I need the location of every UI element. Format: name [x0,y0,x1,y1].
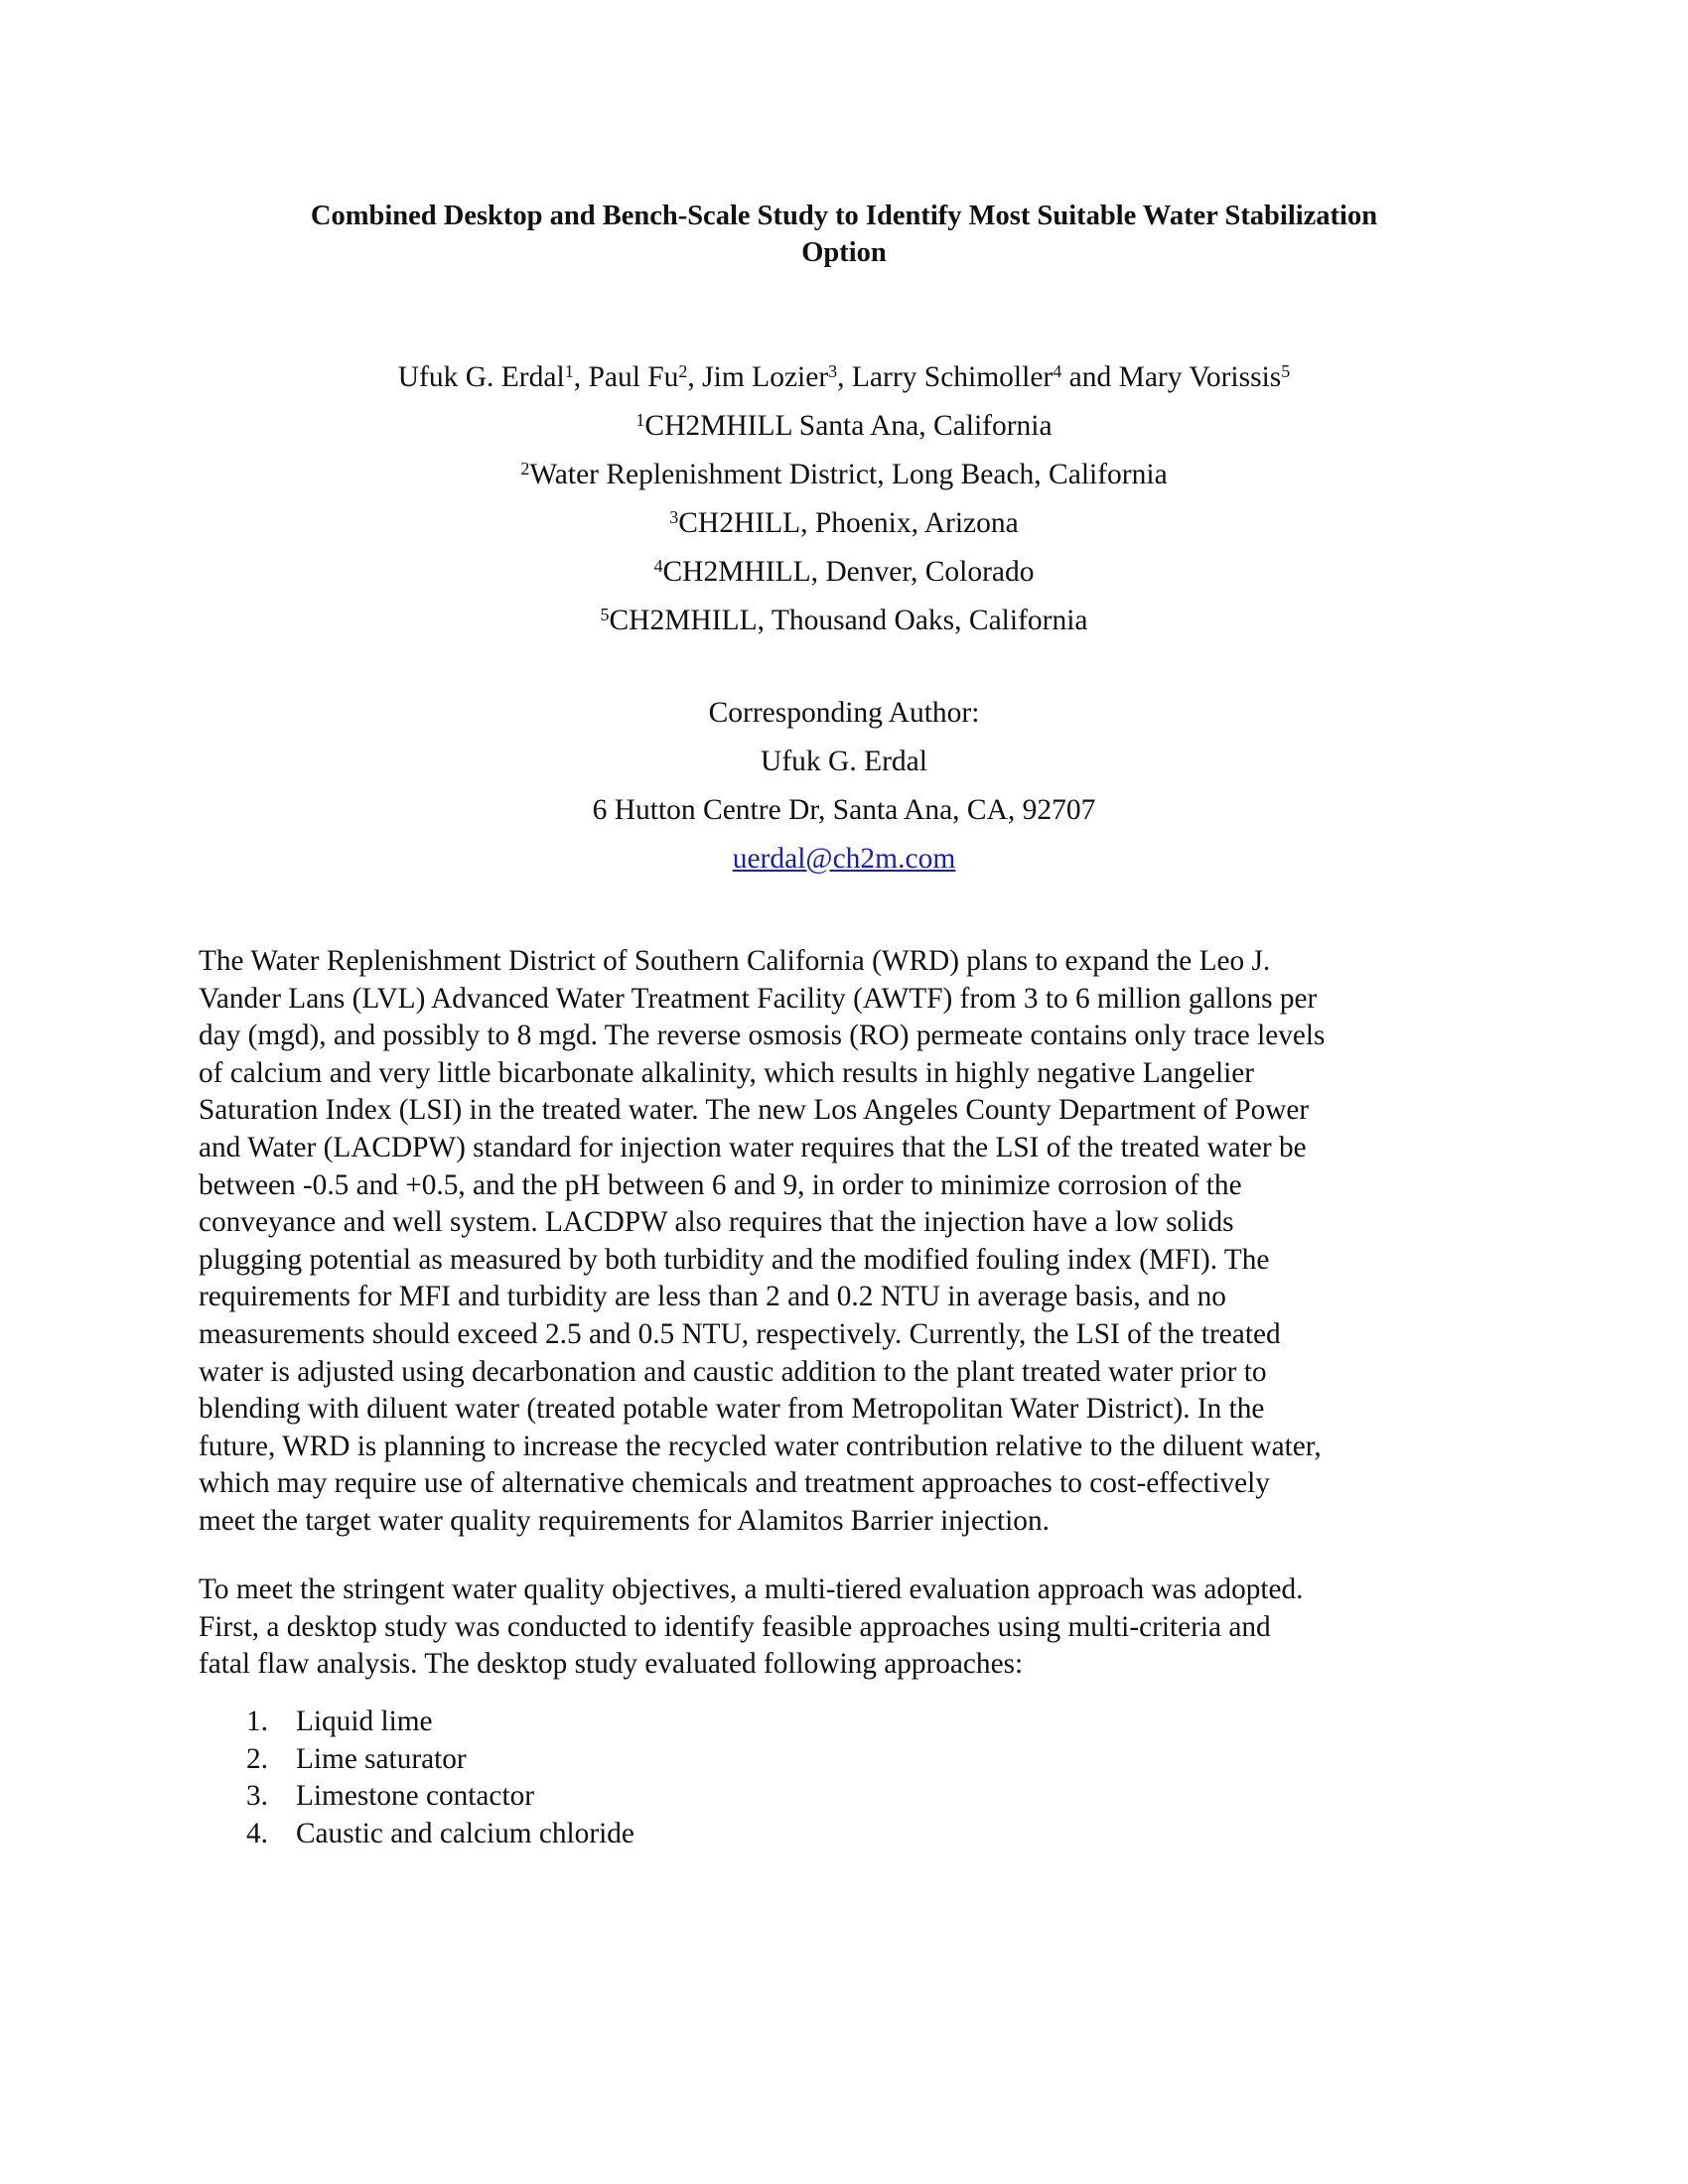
text-line: day (mgd), and possibly to 8 mgd. The reverse osmosis (RO) permeate contains only trace levels [199,1020,1326,1052]
text-line: Vander Lans (LVL) Advanced Water Treatment Facility (AWTF) from 3 to 6 million gallons per [199,982,1318,1015]
author-affiliation-mark: 3 [828,361,838,381]
list-item [199,1704,634,1741]
text-line: To meet the stringent water quality objectives, a multi-tiered evaluation approach was adopted. [199,1573,1304,1605]
corresponding-author-block [199,689,1489,884]
affiliation-text: Water Replenishment District, Long Beach, California [529,459,1168,490]
paragraph-approach [199,1571,1519,1684]
list-item [199,1778,634,1816]
author-separator: , [573,361,589,393]
author-name: Paul Fu [588,361,679,393]
list-text: Liquid lime [296,1706,433,1737]
affiliation-1 [199,402,1489,451]
list-text: Caustic and calcium chloride [296,1817,634,1849]
list-item [199,1816,634,1853]
affiliation-mark: 3 [669,507,679,527]
corresponding-email-link[interactable]: uerdal@ch2m.com [732,843,956,875]
title-line-1: Combined Desktop and Bench-Scale Study to Identify Most Suitable Water Stabilization [310,201,1378,231]
text-line: requirements for MFI and turbidity are less than 2 and 0.2 NTU in average basis, and no [199,1281,1226,1313]
affiliation-mark: 4 [653,556,663,576]
author-name: Larry Schimoller [851,361,1054,393]
text-line: conveyance and well system. LACDPW also requires that the injection have a low solids [199,1206,1234,1239]
text-line: The Water Replenishment District of Southern California (WRD) plans to expand the Leo J. [199,945,1271,977]
text-line: water is adjusted using decarbonation and caustic addition to the plant treated water prior to [199,1355,1267,1388]
author-affiliation-mark: 4 [1053,361,1062,381]
affiliation-4 [199,548,1489,597]
author-separator: , [837,361,852,393]
text-line: of calcium and very little bicarbonate alkalinity, which results in highly negative Langelier [199,1056,1255,1089]
affiliation-mark: 5 [600,605,610,624]
author-name: Ufuk G. Erdal [397,361,565,393]
author-affiliation-mark: 1 [564,361,574,381]
affiliation-mark: 1 [635,410,645,430]
author-separator: , [687,361,703,393]
text-line: blending with diluent water (treated potable water from Metropolitan Water District). In the [199,1393,1265,1426]
text-line: future, WRD is planning to increase the recycled water contribution relative to the diluent water, [199,1430,1322,1462]
text-line: measurements should exceed 2.5 and 0.5 NTU, respectively. Currently, the LSI of the treated [199,1317,1281,1350]
affiliation-5 [199,597,1489,645]
author-affiliation-mark: 2 [678,361,688,381]
affiliation-mark: 2 [520,459,530,478]
author-block [199,353,1489,645]
paragraph-intro [199,943,1519,1541]
text-line: which may require use of alternative chemicals and treatment approaches to cost-effectively [199,1467,1270,1500]
affiliation-text: CH2MHILL, Thousand Oaks, California [609,605,1088,636]
text-line: between -0.5 and +0.5, and the pH between 6 and 9, in order to minimize corrosion of the [199,1168,1242,1201]
approaches-list [199,1704,634,1852]
list-number: 4. [246,1817,268,1849]
affiliation-text: CH2MHILL, Denver, Colorado [662,556,1035,588]
text-line: and Water (LACDPW) standard for injection water requires that the LSI of the treated water be [199,1131,1307,1163]
text-line: fatal flaw analysis. The desktop study evaluated following approaches: [199,1648,1024,1681]
text-line: plugging potential as measured by both turbidity and the modified fouling index (MFI). The [199,1243,1270,1276]
author-list [199,353,1489,402]
list-number: 3. [246,1780,268,1813]
affiliation-text: CH2MHILL Santa Ana, California [644,410,1053,442]
list-number: 2. [246,1742,268,1775]
list-text: Lime saturator [296,1742,467,1775]
author-name: Jim Lozier [702,361,829,393]
author-separator: and [1061,361,1119,393]
list-text: Limestone contactor [296,1780,534,1813]
text-line: meet the target water quality requirements for Alamitos Barrier injection. [199,1504,1050,1537]
affiliation-3 [199,499,1489,548]
affiliation-2 [199,451,1489,499]
paper-title [199,198,1489,271]
author-affiliation-mark: 5 [1281,361,1291,381]
author-name: Mary Vorissis [1118,361,1282,393]
title-line-2: Option [801,237,887,268]
corresponding-address: 6 Hutton Centre Dr, Santa Ana, CA, 92707 [592,794,1096,826]
corresponding-label: Corresponding Author: [708,697,980,729]
list-number: 1. [246,1706,268,1737]
corresponding-name: Ufuk G. Erdal [761,746,927,777]
list-item [199,1741,634,1779]
affiliation-text: CH2HILL, Phoenix, Arizona [678,507,1019,539]
text-line: First, a desktop study was conducted to identify feasible approaches using multi-criteria and [199,1610,1271,1643]
text-line: Saturation Index (LSI) in the treated water. The new Los Angeles County Department of Power [199,1094,1310,1127]
